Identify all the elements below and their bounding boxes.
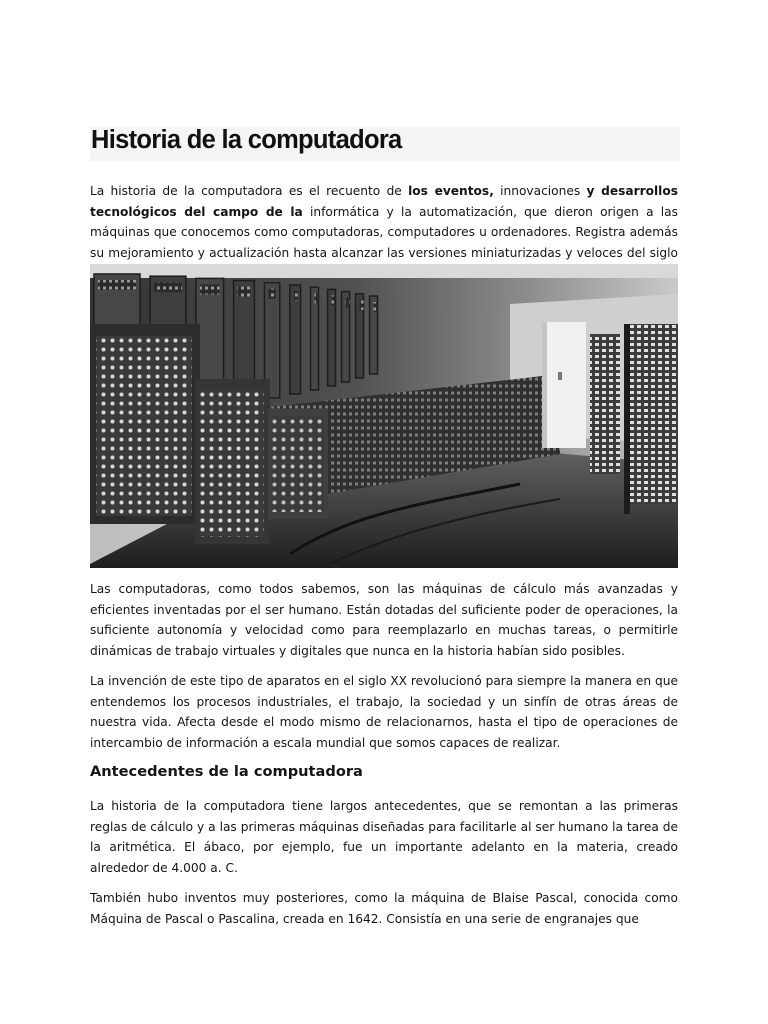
panel-lights: [154, 282, 182, 292]
intro-run: innovaciones: [493, 184, 587, 198]
paragraph-5: También hubo inventos muy posteriores, como la máquina de Blaise Pascal, conocida como Máquina de Pascal o Pascalina, creada en 1642. Consistía en una serie de engranajes que: [90, 891, 678, 926]
intro-run: y desarrollos tecnológicos del campo de la: [90, 184, 678, 219]
intro-run: los eventos,: [408, 184, 494, 198]
panel-lights: [346, 298, 350, 308]
panel-lights: [268, 289, 275, 299]
panel-lights: [360, 300, 364, 310]
panel-lights: [294, 291, 298, 301]
paragraph-4: La historia de la computadora tiene largos antecedentes, que se remontan a las primeras reglas de cálculo y a las primeras máquinas diseñadas para facilitarle al ser humano la tarea de la aritmética. El ábaco, por ejemplo, fue un importante adelanto en la materia, creado alrededor de 4.000 a. C.: [90, 799, 678, 875]
panel-lights: [315, 293, 319, 303]
paragraph-3: La invención de este tipo de aparatos en el siglo XX revolucionó para siempre la manera en que entendemos los procesos industriales, el trabajo, la sociedad y un sinfín de otras áreas de nuestra vida. Afecta desde el modo mismo de relacionarnos, hasta el tipo de operaciones de intercambio de información a escala mundial que somos capaces de realizar.: [90, 674, 678, 750]
intro-run: informática y la automatización, que dieron origen a las máquinas que conocemos como computadoras, computadores u ordenadores. Registra además su mejoramiento y actualización hasta alcanzar las versiones miniaturizadas y veloces del siglo: [90, 204, 678, 260]
paragraph-2: Las computadoras, como todos sabemos, son las máquinas de cálculo más avanzadas y eficientes inventadas por el ser humano. Están dotadas del suficiente poder de operaciones, la suficiente autonomía y velocidad como para reemplazarlo en muchas tareas, o permitirle dinámicas de trabajo virtuales y digitales que nunca en la historia habían sido posibles.: [90, 582, 678, 658]
panel-lights: [98, 280, 136, 290]
panel-lights: [374, 302, 378, 312]
eniac-photo: [90, 264, 678, 568]
panel-lights: [200, 284, 220, 294]
wall-panel: [290, 285, 301, 394]
panel-lights: [238, 287, 251, 297]
section-heading: Antecedentes de la computadora: [90, 763, 363, 780]
page-title: Historia de la computadora: [91, 126, 402, 154]
panel-lights: [332, 295, 336, 305]
intro-run: La historia de la computadora es el recuento de: [90, 184, 409, 198]
